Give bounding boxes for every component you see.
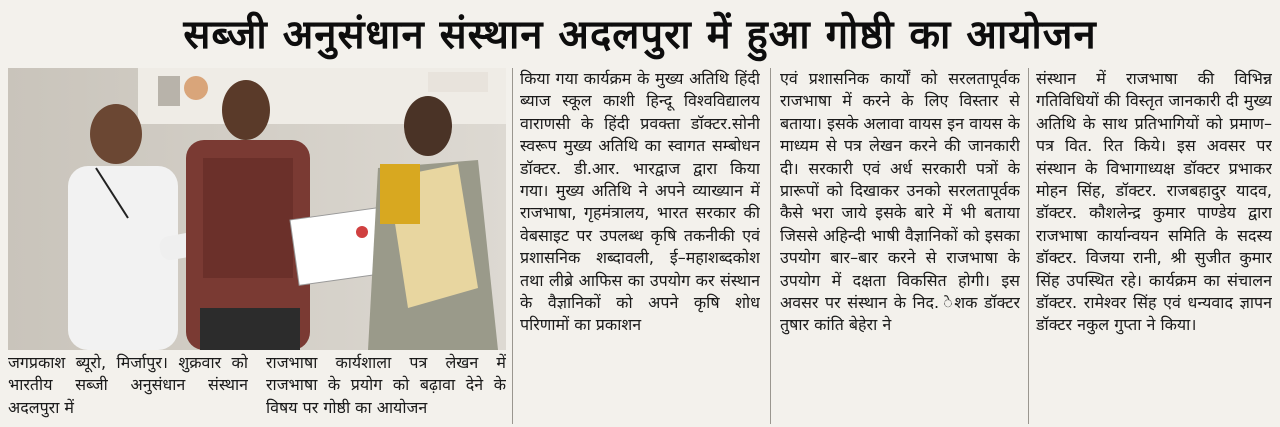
column-divider (512, 68, 513, 424)
column-1-text: जगप्रकाश ब्यूरो, मिर्जापुर। शुक्रवार को भारतीय सब्जी अनुसंधान संस्थान अदलपुरा में (8, 353, 248, 417)
article-column-2 (266, 352, 506, 426)
article-column-3 (520, 68, 760, 426)
article-column-5 (1036, 68, 1272, 426)
column-4-text: एवं प्रशासनिक कार्यों को सरलतापूर्वक राजभाषा में करने के लिए विस्तार से बताया। इसके अलावा वायस इन वायस के माध्यम से पत्र लेखन करने की जानकारी दी। सरकारी एवं अर्ध सरकारी पत्रों के प्रारूपों को दिखाकर उनको सरलतापूर्वक कैसे भरा जाये इसके बारे में भी बताया जिससे अहिन्दी भाषी वैज्ञानिकों को इसका उपयोग बार–बार करने से राजभाषा के उपयोग में दक्षता विकसित होगी। इस अवसर पर संस्थान के निद. ेशक डॉक्टर तुषार कांति बेहेरा ने (780, 69, 1020, 335)
column-5-text: संस्थान में राजभाषा की विभिन्न गतिविधियों की विस्तृत जानकारी दी मुख्य अतिथि के साथ प्रतिभागियों को प्रमाण–पत्र वित. रित किये। इस अवसर पर संस्थान के विभागाध्यक्ष डॉक्टर प्रभाकर मोहन सिंह, डॉक्टर. राजबहादुर यादव, डॉक्टर. कौशलेन्द्र कुमार पाण्डेय द्वारा राजभाषा कार्यान्वयन समिति के सदस्य डॉक्टर. विजया रानी, श्री सुजीत कुमार सिंह उपस्थित रहे। कार्यक्रम का संचालन डॉक्टर. रामेश्वर सिंह एवं धन्यवाद ज्ञापन डॉक्टर नकुल गुप्ता ने किया। (1036, 69, 1272, 335)
news-photo (8, 68, 506, 350)
column-divider (770, 68, 771, 424)
article-column-4 (780, 68, 1020, 426)
column-2-text: राजभाषा कार्यशाला पत्र लेखन में राजभाषा के प्रयोग को बढ़ावा देने के विषय पर गोष्ठी का आयोजन (266, 353, 506, 417)
column-3-text: किया गया कार्यक्रम के मुख्य अतिथि हिंदी ब्याज स्कूल काशी हिन्दू विश्वविद्यालय वाराणसी के हिंदी प्रवक्ता डॉक्टर.सोनी स्वरूप मुख्य अतिथि का स्वागत सम्बोधन डॉक्टर. डी.आर. भारद्वाज द्वारा किया गया। मुख्य अतिथि ने अपने व्याख्यान में राजभाषा, गृहमंत्रालय, भारत सरकार की वेबसाइट पर उपलब्ध कृषि तकनीकी एवं प्रशासनिक शब्दावली, ई–महाशब्दकोश तथा लीब्रे आफिस का उपयोग कर संस्थान के वैज्ञानिकों को अपने कृषि शोध परिणामों का प्रकाशन (520, 69, 760, 335)
article-column-1 (8, 352, 248, 426)
headline: सब्जी अनुसंधान संस्थान अदलपुरा में हुआ गोष्ठी का आयोजन (183, 11, 1097, 58)
column-divider (1028, 68, 1029, 424)
